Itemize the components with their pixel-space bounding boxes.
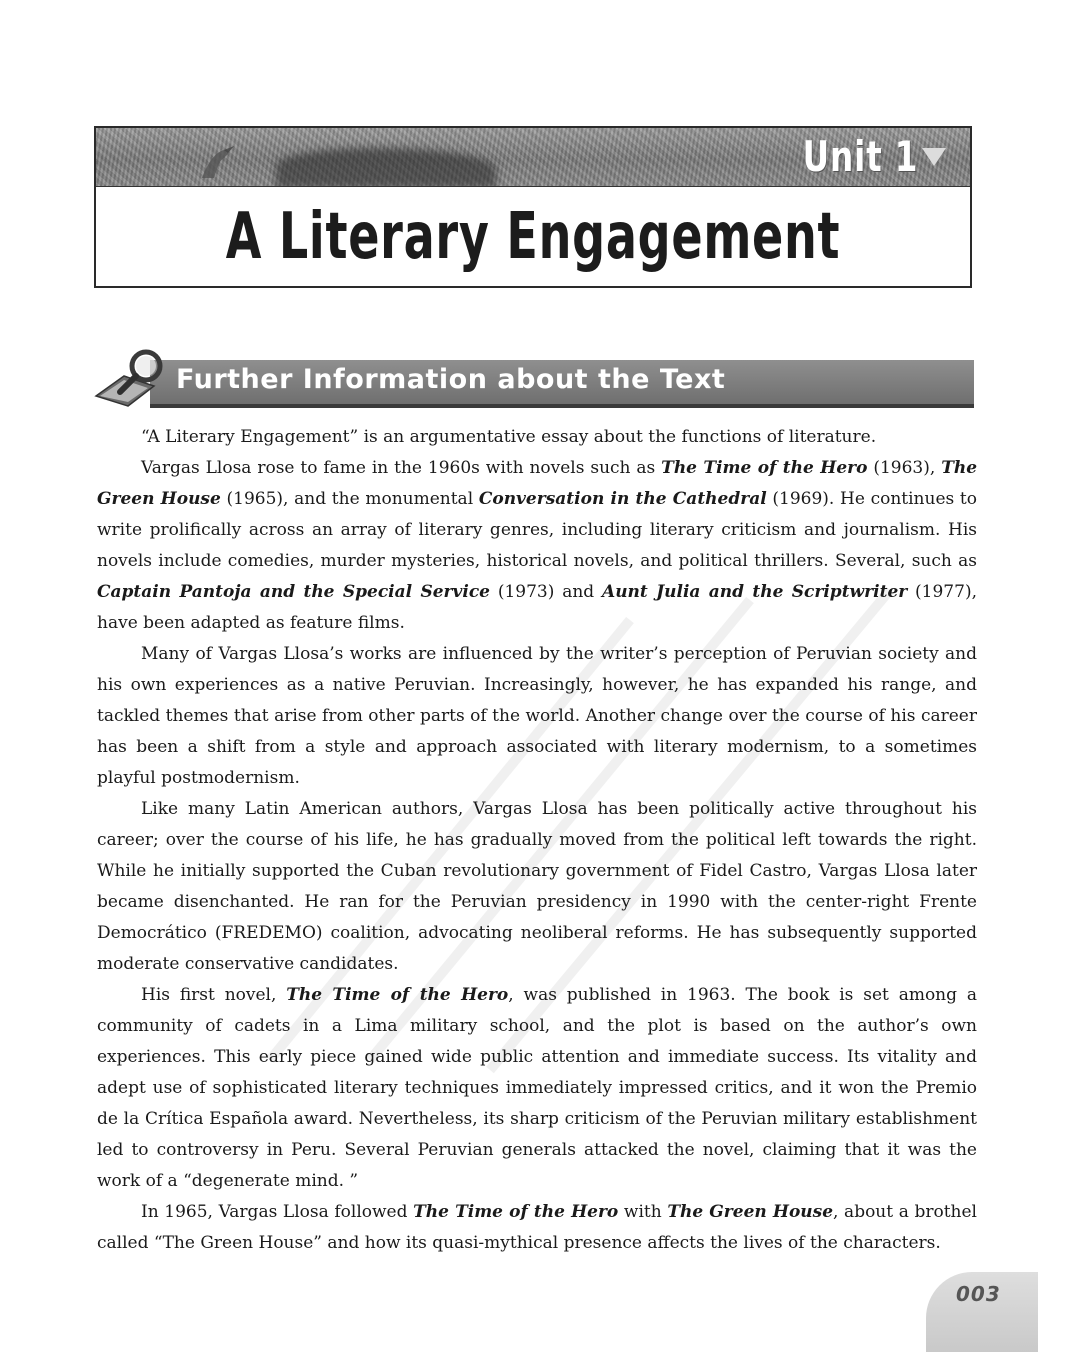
page-number-tab xyxy=(926,1272,1038,1352)
paragraph-text: “A Literary Engagement” is an argumentative essay about the functions of literature. xyxy=(141,427,877,447)
paragraph-text: In 1965, Vargas Llosa followed xyxy=(141,1202,414,1222)
paragraph-text: Many of Vargas Llosa’s works are influenced by the writer’s perception of Peruvian society and his own experiences as a native Peruvian. Increasingly, however, he has expanded his range, and tackled themes that arise from other parts of the world. Another change over the course of his career has been a shift from a style and approach associated with literary modernism, to a sometimes playful postmodernism. xyxy=(97,644,977,788)
paragraph-text: (1963), xyxy=(867,458,942,478)
body-text xyxy=(97,422,977,1259)
italic-title-text: Captain Pantoja and the Special Service xyxy=(97,582,491,602)
paragraph-text: (1977), have been adapted as feature films. xyxy=(97,582,977,633)
paragraph-text: with xyxy=(618,1202,668,1222)
body-paragraph xyxy=(97,1197,977,1259)
unit-label: Unit 1 xyxy=(802,132,918,181)
paragraph-text: His first novel, xyxy=(141,985,287,1005)
bird-icon xyxy=(194,142,254,182)
page-number: 003 xyxy=(956,1282,1001,1306)
body-paragraph xyxy=(97,794,977,980)
italic-title-text: The Green House xyxy=(667,1202,834,1222)
unit-arrow-icon xyxy=(922,148,946,166)
italic-title-text: The Time of the Hero xyxy=(661,458,868,478)
body-paragraph xyxy=(97,980,977,1197)
paragraph-text: Vargas Llosa rose to fame in the 1960s with novels such as xyxy=(141,458,662,478)
italic-title-text: The Green House xyxy=(97,458,978,509)
body-paragraph xyxy=(97,422,977,453)
italic-title-text: The Time of the Hero xyxy=(413,1202,619,1222)
italic-title-text: Aunt Julia and the Scriptwriter xyxy=(602,582,908,602)
paragraph-text: (1969). He continues to write prolifically across an array of literary genres, including literary criticism and journalism. His novels include comedies, murder mysteries, historical novels, and political thrillers. Several, such as xyxy=(97,489,977,571)
body-paragraph xyxy=(97,639,977,794)
magnifier-icon xyxy=(94,346,178,408)
body-paragraph xyxy=(97,453,977,639)
section-header xyxy=(94,360,974,408)
italic-title-text: The Time of the Hero xyxy=(286,985,509,1005)
unit-strip xyxy=(96,128,970,187)
unit-title: A Literary Engagement xyxy=(225,200,841,274)
italic-title-text: Conversation in the Cathedral xyxy=(478,489,767,509)
paragraph-text: , was published in 1963. The book is set among a community of cadets in a Lima military school, and the plot is based on the author’s own experiences. This early piece gained wide public attention and immediate success. Its vitality and adept use of sophisticated literary techniques immediately impressed critics, and it won the Premio de la Crítica Española award. Nevertheless, its sharp criticism of the Peruvian military establishment led to controversy in Peru. Several Peruvian generals attacked the novel, claiming that it was the work of a “degenerate mind. ” xyxy=(97,985,977,1191)
paragraph-text: , about a brothel called “The Green House” and how its quasi-mythical presence affects the lives of the characters. xyxy=(97,1202,977,1253)
unit-banner xyxy=(94,126,972,288)
paragraph-text: (1965), and the monumental xyxy=(220,489,479,509)
section-title: Further Information about the Text xyxy=(176,364,726,395)
paragraph-text: Like many Latin American authors, Vargas Llosa has been politically active throughout his career; over the course of his life, he has gradually moved from the political left towards the right. While he initially supported the Cuban revolutionary government of Fidel Castro, Vargas Llosa later became disenchanted. He ran for the Peruvian presidency in 1990 with the center-right Frente Democrático (FREDEMO) coalition, advocating neoliberal reforms. He has subsequently supported moderate conservative candidates. xyxy=(97,799,977,974)
banner-photo-shadow xyxy=(276,148,496,187)
paragraph-text: (1973) and xyxy=(490,582,602,602)
